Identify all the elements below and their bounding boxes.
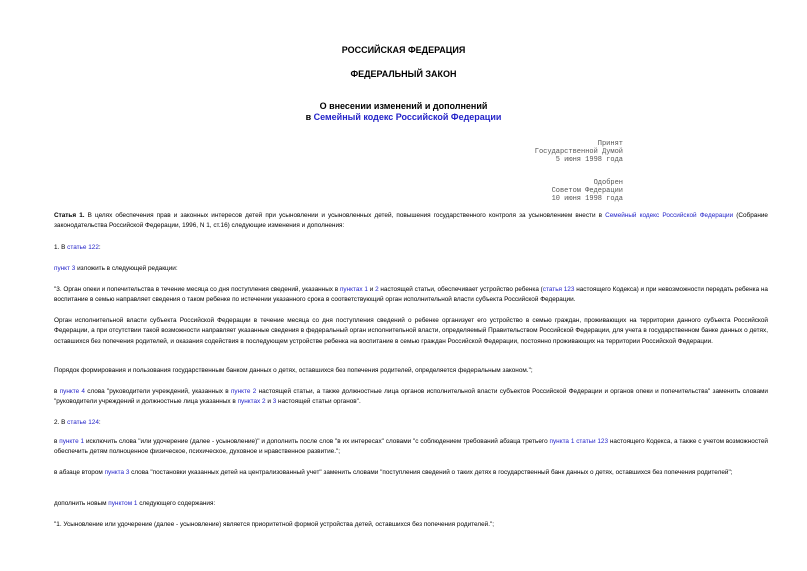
executive-body-paragraph: Орган исполнительной власти субъекта Российской Федерации в течение месяца со дня поступления сведений о ребенке организует его устройство в семью граждан, проживающих на территории данного субъекта Российской Федерации, а при отсутствии такой возможности направляет указанные сведения в федеральный орган исполнительной власти, определяемый Правительством Российской Федерации, для учета в государственном банке данных о детях, оставшихся без попечения родителей, и оказания содействия в последующем устройстве ребенка на воспитание в семью граждан Российской Федерации, постоянно проживающих на территории Российской Федерации. [54, 317, 768, 345]
law-title-prefix: в [305, 112, 314, 122]
clause-1-amendment: в пункте 1 исключить слова "или удочерение (далее - усыновление)" и дополнить после слов "в их интересах" словами "с соблюдением требований абзаца третьего пункта 1 статьи 123 настоящего Кодекса, а также с учетом возможностей обеспечить детям полноценное физическое, психическое, духовное и нравственное развитие."; [54, 438, 769, 456]
new-clause-1-link[interactable]: пунктом 1 [108, 500, 138, 507]
law-title-line1: О внесении изменений и дополнений [319, 101, 488, 111]
clauses-1-link[interactable]: пунктах 1 [339, 286, 368, 293]
new-clause-1-intro: дополнить новым пунктом 1 следующего содержания: [54, 500, 216, 507]
article-123-clause-1-link[interactable]: пункта 1 статьи 123 [549, 438, 609, 445]
clause-3-intro: пункт 3 изложить в следующей редакции: [54, 265, 178, 272]
law-title-line2 [0, 112, 807, 123]
item-1-heading: 1. В статье 122: [54, 244, 101, 251]
clause-3-paragraph-link[interactable]: пункта 3 [104, 469, 130, 476]
clauses-2-link[interactable]: пунктах 2 [237, 398, 266, 406]
clause-3-ref-link[interactable]: 3 [272, 398, 277, 406]
article-124-link[interactable]: статье 124 [67, 419, 99, 426]
council-approval-date: 10 июня 1998 года [551, 195, 623, 203]
country-heading: РОССИЙСКАЯ ФЕДЕРАЦИЯ [341, 45, 466, 55]
clause-1-link[interactable]: пункте 1 [59, 438, 85, 445]
article-123-link[interactable]: статья 123 [542, 286, 575, 293]
article-1-label: Статья 1. [54, 212, 85, 219]
law-type-heading: ФЕДЕРАЛЬНЫЙ ЗАКОН [350, 69, 457, 79]
clause-4-paragraph: в пункте 4 слова "руководители учреждений, указанных в пункте 2 настоящей статьи, а также должностные лица органов исполнительной власти субъектов Российской Федерации и органов опеки и попечительства" заменить словами "руководители учреждений и должностные лица указанных в пунктах 2 и 3 настоящей статьи органов". [54, 388, 769, 406]
family-code-link[interactable]: Семейный кодекс Российской Федерации [605, 212, 734, 219]
data-bank-order-paragraph: Порядок формирования и пользования государственным банком данных о детях, оставшихся без попечения родителей, определяется федеральным законом."; [54, 367, 533, 374]
clause-3-paragraph-2-amendment: в абзаце втором пункта 3 слова "постановки указанных детей на централизованный учет" заменить словами "поступления сведений о таких детях в государственный банк данных о детях, оставшихся без попечения родителей"; [54, 469, 733, 476]
new-clause-1-text: "1. Усыновление или удочерение (далее - усыновление) является приоритетной формой устройства детей, оставшихся без попечения родителей."; [54, 521, 495, 528]
council-approval-label: Одобрен [593, 179, 623, 187]
duma-adoption-date: 5 июня 1998 года [555, 156, 623, 164]
clause-2-link[interactable]: 2 [375, 286, 379, 293]
item-2-heading: 2. В статье 124: [54, 419, 101, 426]
clause-2-ref-link[interactable]: пункте 2 [230, 388, 257, 395]
family-code-title-link[interactable]: Семейный кодекс Российской Федерации [313, 112, 502, 122]
council-approval-body: Советом Федерации [551, 187, 623, 195]
article-1-paragraph: Статья 1. В целях обеспечения прав и законных интересов детей при усыновлении и усыновленных детей, повышения государственного контроля за усыновлением внести в Семейный кодекс Российской Федерации (Собрание законодательства Российской Федерации, 1996, N 1, ст.16) следующие изменения и дополнения: [54, 212, 768, 230]
clause-4-link[interactable]: пункте 4 [59, 388, 85, 395]
duma-adoption-label: Принят [597, 140, 623, 148]
article-122-link[interactable]: статье 122 [67, 244, 99, 251]
clause-3-new-text: "3. Орган опеки и попечительства в течение месяца со дня поступления сведений, указанных в пунктах 1 и 2 настоящей статьи, обеспечивает устройство ребенка (статья 123 настоящего Кодекса) и при невозможности передать ребенка на воспитание в семью направляет сведения о таком ребенке по истечении указанного срока в соответствующий орган исполнительной власти субъекта Российской Федерации. [54, 286, 768, 304]
clause-3-link[interactable]: пункт 3 [54, 265, 76, 272]
duma-adoption-body: Государственной Думой [534, 148, 623, 156]
